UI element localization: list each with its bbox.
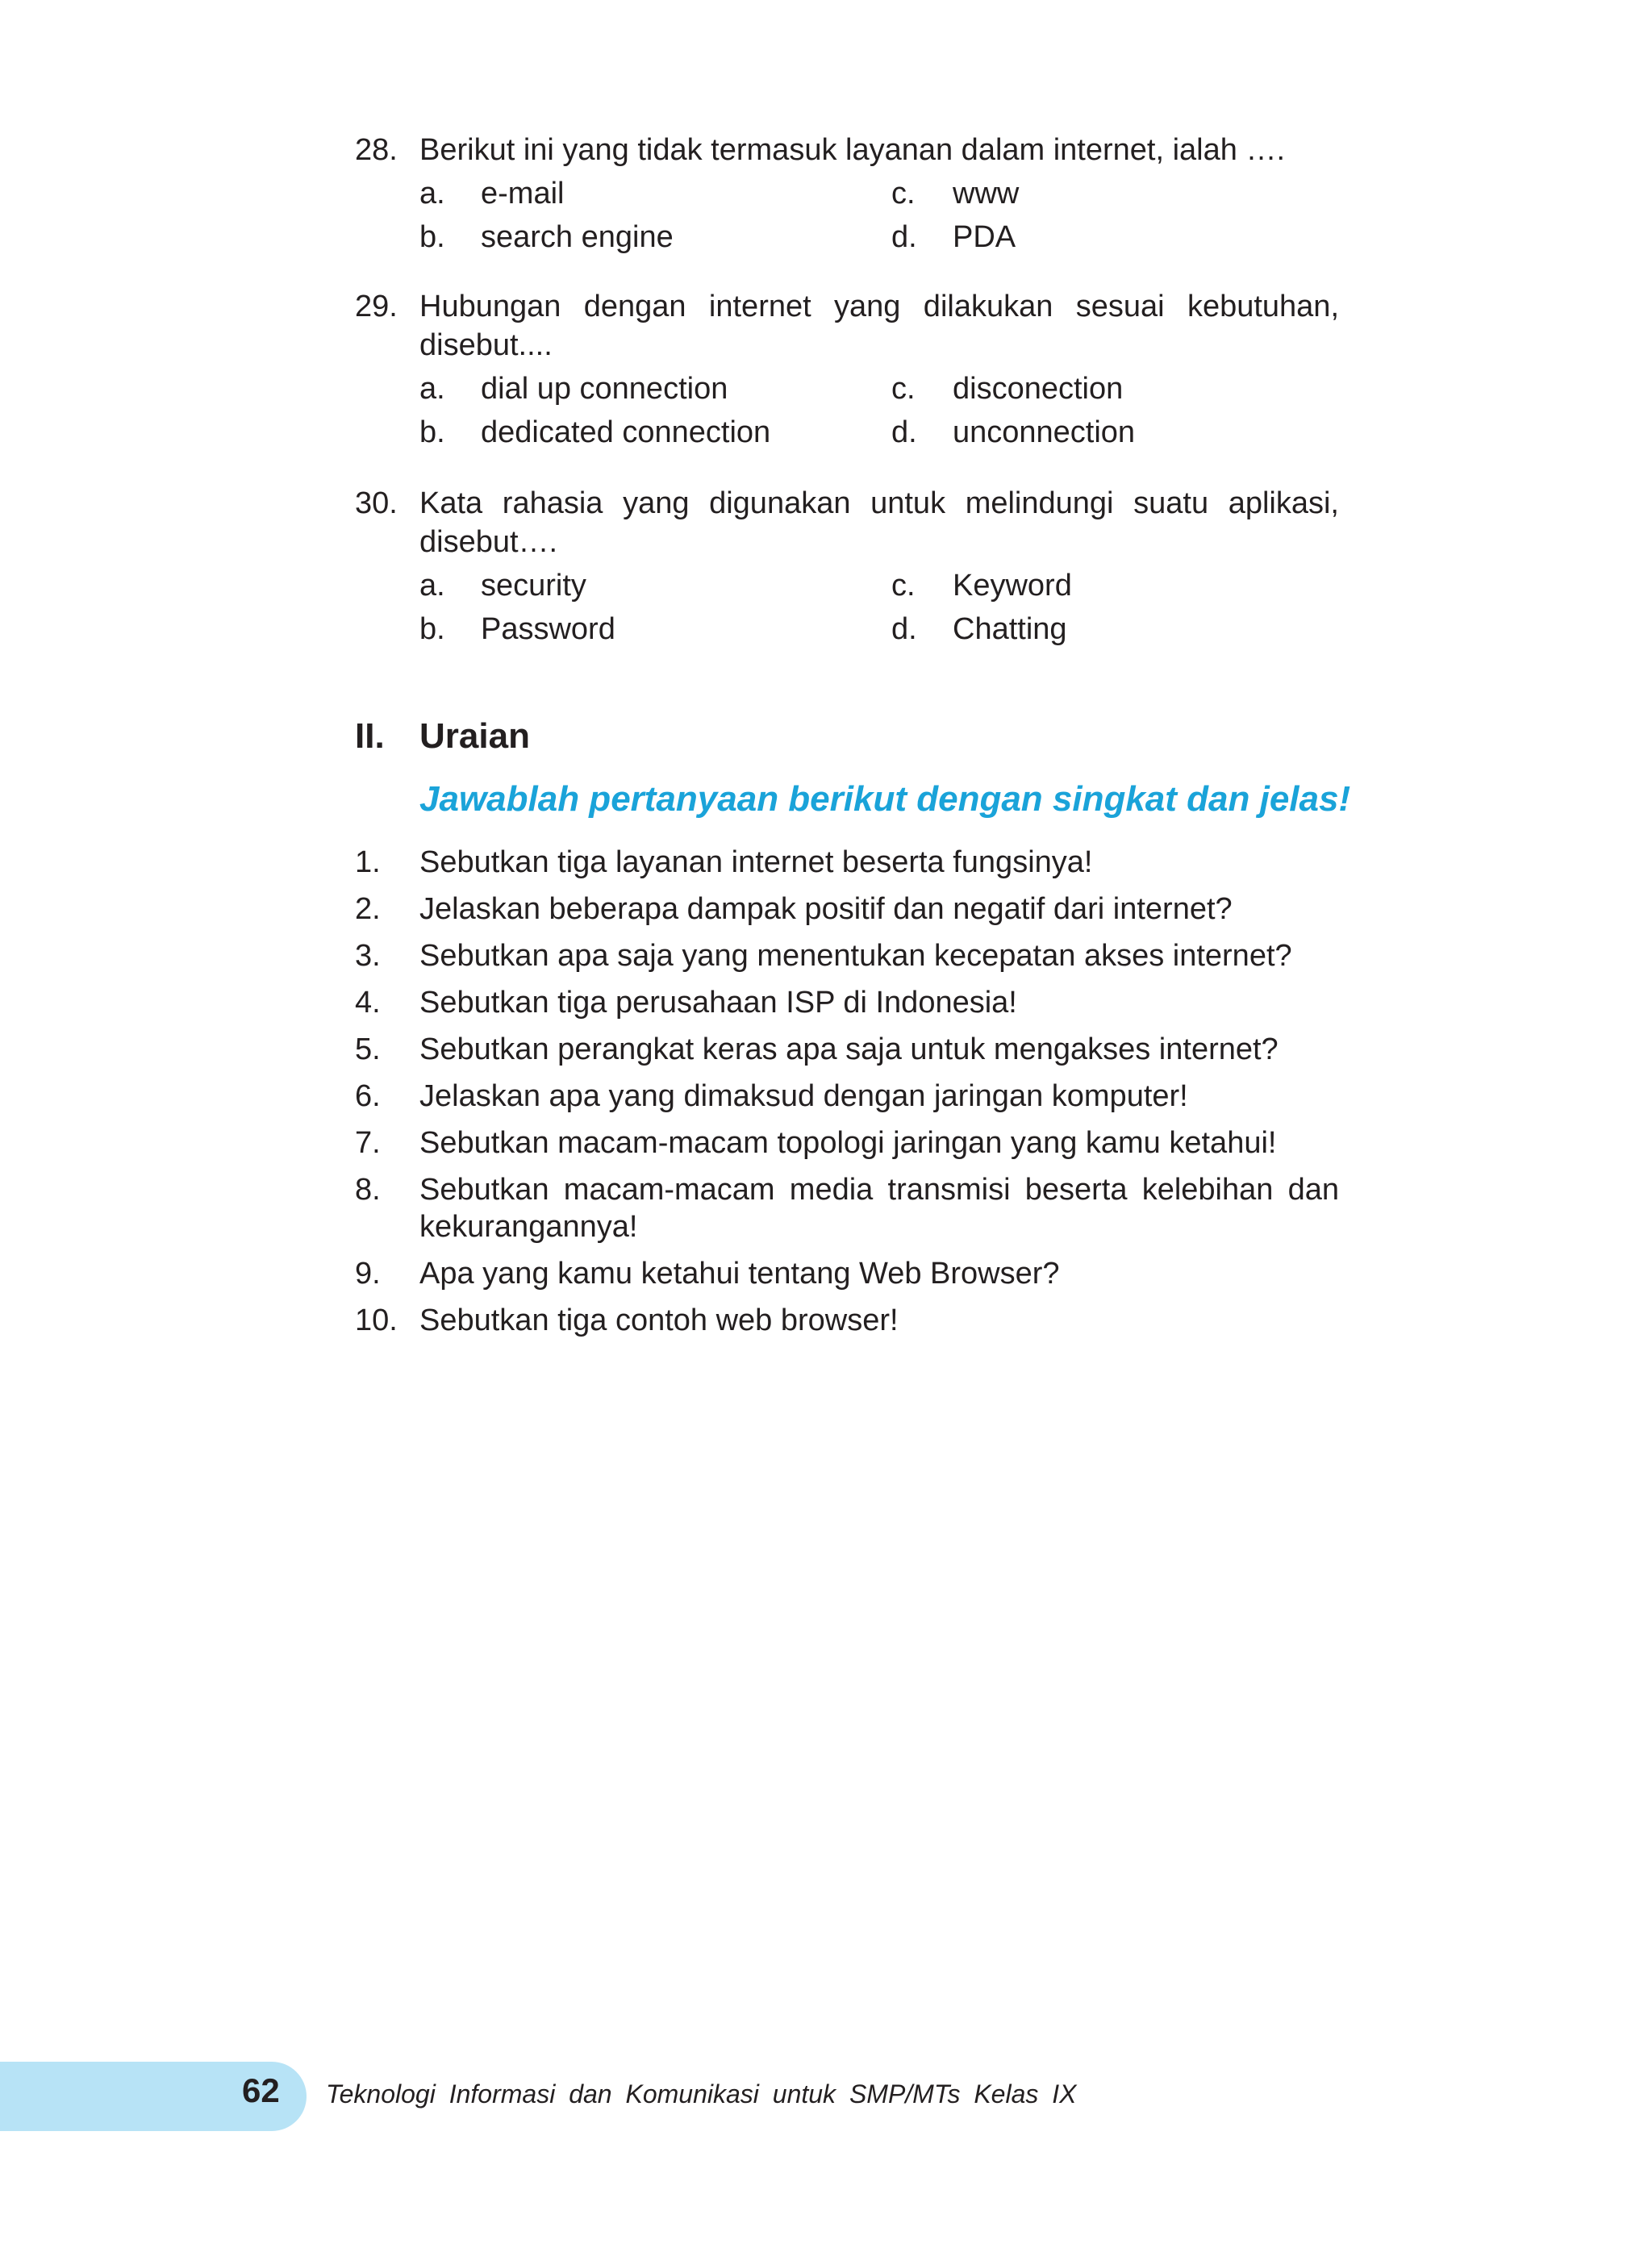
essay-question [355, 1031, 1339, 1068]
page-number: 62 [242, 2071, 280, 2109]
essay-question [355, 1171, 1339, 1245]
option-letter: b. [419, 220, 445, 254]
options-list [419, 566, 1339, 649]
option-text: Chatting [953, 612, 1067, 646]
essay-text: Sebutkan tiga contoh web browser! [419, 1303, 899, 1337]
option-letter: a. [419, 177, 445, 211]
section-heading [355, 716, 530, 757]
essay-number: 4. [355, 986, 381, 1020]
option-letter: c. [891, 177, 916, 211]
essay-number: 2. [355, 892, 381, 926]
essay-number: 8. [355, 1173, 381, 1207]
option-b [419, 413, 891, 452]
essay-text: Apa yang kamu ketahui tentang Web Browser? [419, 1257, 1060, 1291]
option-letter: a. [419, 569, 445, 603]
option-letter: c. [891, 569, 916, 603]
essay-question [355, 1255, 1339, 1292]
option-c [891, 566, 1339, 605]
option-b [419, 218, 891, 257]
question-29 [355, 287, 1339, 452]
option-text: Keyword [953, 569, 1072, 603]
essay-number: 7. [355, 1126, 381, 1160]
option-letter: d. [891, 415, 917, 449]
essay-text: Sebutkan macam-macam media transmisi beserta kelebihan dan kekurangannya! [419, 1173, 1339, 1244]
option-a [419, 174, 891, 213]
option-d [891, 218, 1339, 257]
question-number: 29. [355, 290, 398, 323]
option-a [419, 369, 891, 408]
essay-question [355, 844, 1339, 881]
option-text: Password [481, 612, 615, 646]
section-number: II. [355, 716, 385, 756]
option-d [891, 610, 1339, 649]
essay-number: 10. [355, 1303, 398, 1337]
options-list [419, 174, 1339, 257]
question-text: Kata rahasia yang digunakan untuk melindungi suatu aplikasi, disebut…. [419, 486, 1339, 559]
option-text: PDA [953, 220, 1016, 254]
option-letter: b. [419, 612, 445, 646]
essay-text: Sebutkan tiga layanan internet beserta fungsinya! [419, 845, 1093, 879]
option-letter: d. [891, 220, 917, 254]
question-number: 30. [355, 486, 398, 520]
option-c [891, 174, 1339, 213]
option-text: unconnection [953, 415, 1136, 449]
essay-number: 3. [355, 939, 381, 973]
option-text: disconection [953, 372, 1124, 406]
essay-question [355, 937, 1339, 974]
option-d [891, 413, 1339, 452]
essay-question [355, 1302, 1339, 1339]
option-text: dedicated connection [481, 415, 771, 449]
question-28 [355, 131, 1339, 257]
option-text: search engine [481, 220, 674, 254]
option-letter: d. [891, 612, 917, 646]
essay-text: Sebutkan macam-macam topologi jaringan yang kamu ketahui! [419, 1126, 1277, 1160]
essay-number: 9. [355, 1257, 381, 1291]
essay-question-list [355, 844, 1339, 1349]
question-number: 28. [355, 133, 398, 167]
option-c [891, 369, 1339, 408]
option-text: dial up connection [481, 372, 728, 406]
section-instruction: Jawablah pertanyaan berikut dengan singkat dan jelas! [419, 779, 1351, 819]
section-title: Uraian [419, 716, 530, 756]
essay-number: 5. [355, 1032, 381, 1066]
essay-question [355, 984, 1339, 1021]
option-letter: c. [891, 372, 916, 406]
option-b [419, 610, 891, 649]
option-text: e-mail [481, 177, 565, 211]
essay-text: Jelaskan apa yang dimaksud dengan jaringan komputer! [419, 1079, 1188, 1113]
essay-question [355, 891, 1339, 928]
option-letter: b. [419, 415, 445, 449]
essay-question [355, 1078, 1339, 1115]
essay-text: Sebutkan apa saja yang menentukan kecepatan akses internet? [419, 939, 1292, 973]
essay-text: Jelaskan beberapa dampak positif dan negatif dari internet? [419, 892, 1233, 926]
option-text: security [481, 569, 586, 603]
essay-text: Sebutkan tiga perusahaan ISP di Indonesia! [419, 986, 1017, 1020]
question-text: Berikut ini yang tidak termasuk layanan dalam internet, ialah …. [419, 133, 1285, 167]
book-title-footer: Teknologi Informasi dan Komunikasi untuk SMP/MTs Kelas IX [326, 2079, 1077, 2108]
question-text: Hubungan dengan internet yang dilakukan sesuai kebutuhan, disebut.... [419, 290, 1339, 362]
question-30 [355, 484, 1339, 649]
essay-number: 6. [355, 1079, 381, 1113]
option-letter: a. [419, 372, 445, 406]
essay-question [355, 1124, 1339, 1162]
option-a [419, 566, 891, 605]
options-list [419, 369, 1339, 452]
essay-number: 1. [355, 845, 381, 879]
option-text: www [953, 177, 1020, 211]
essay-text: Sebutkan perangkat keras apa saja untuk mengakses internet? [419, 1032, 1279, 1066]
